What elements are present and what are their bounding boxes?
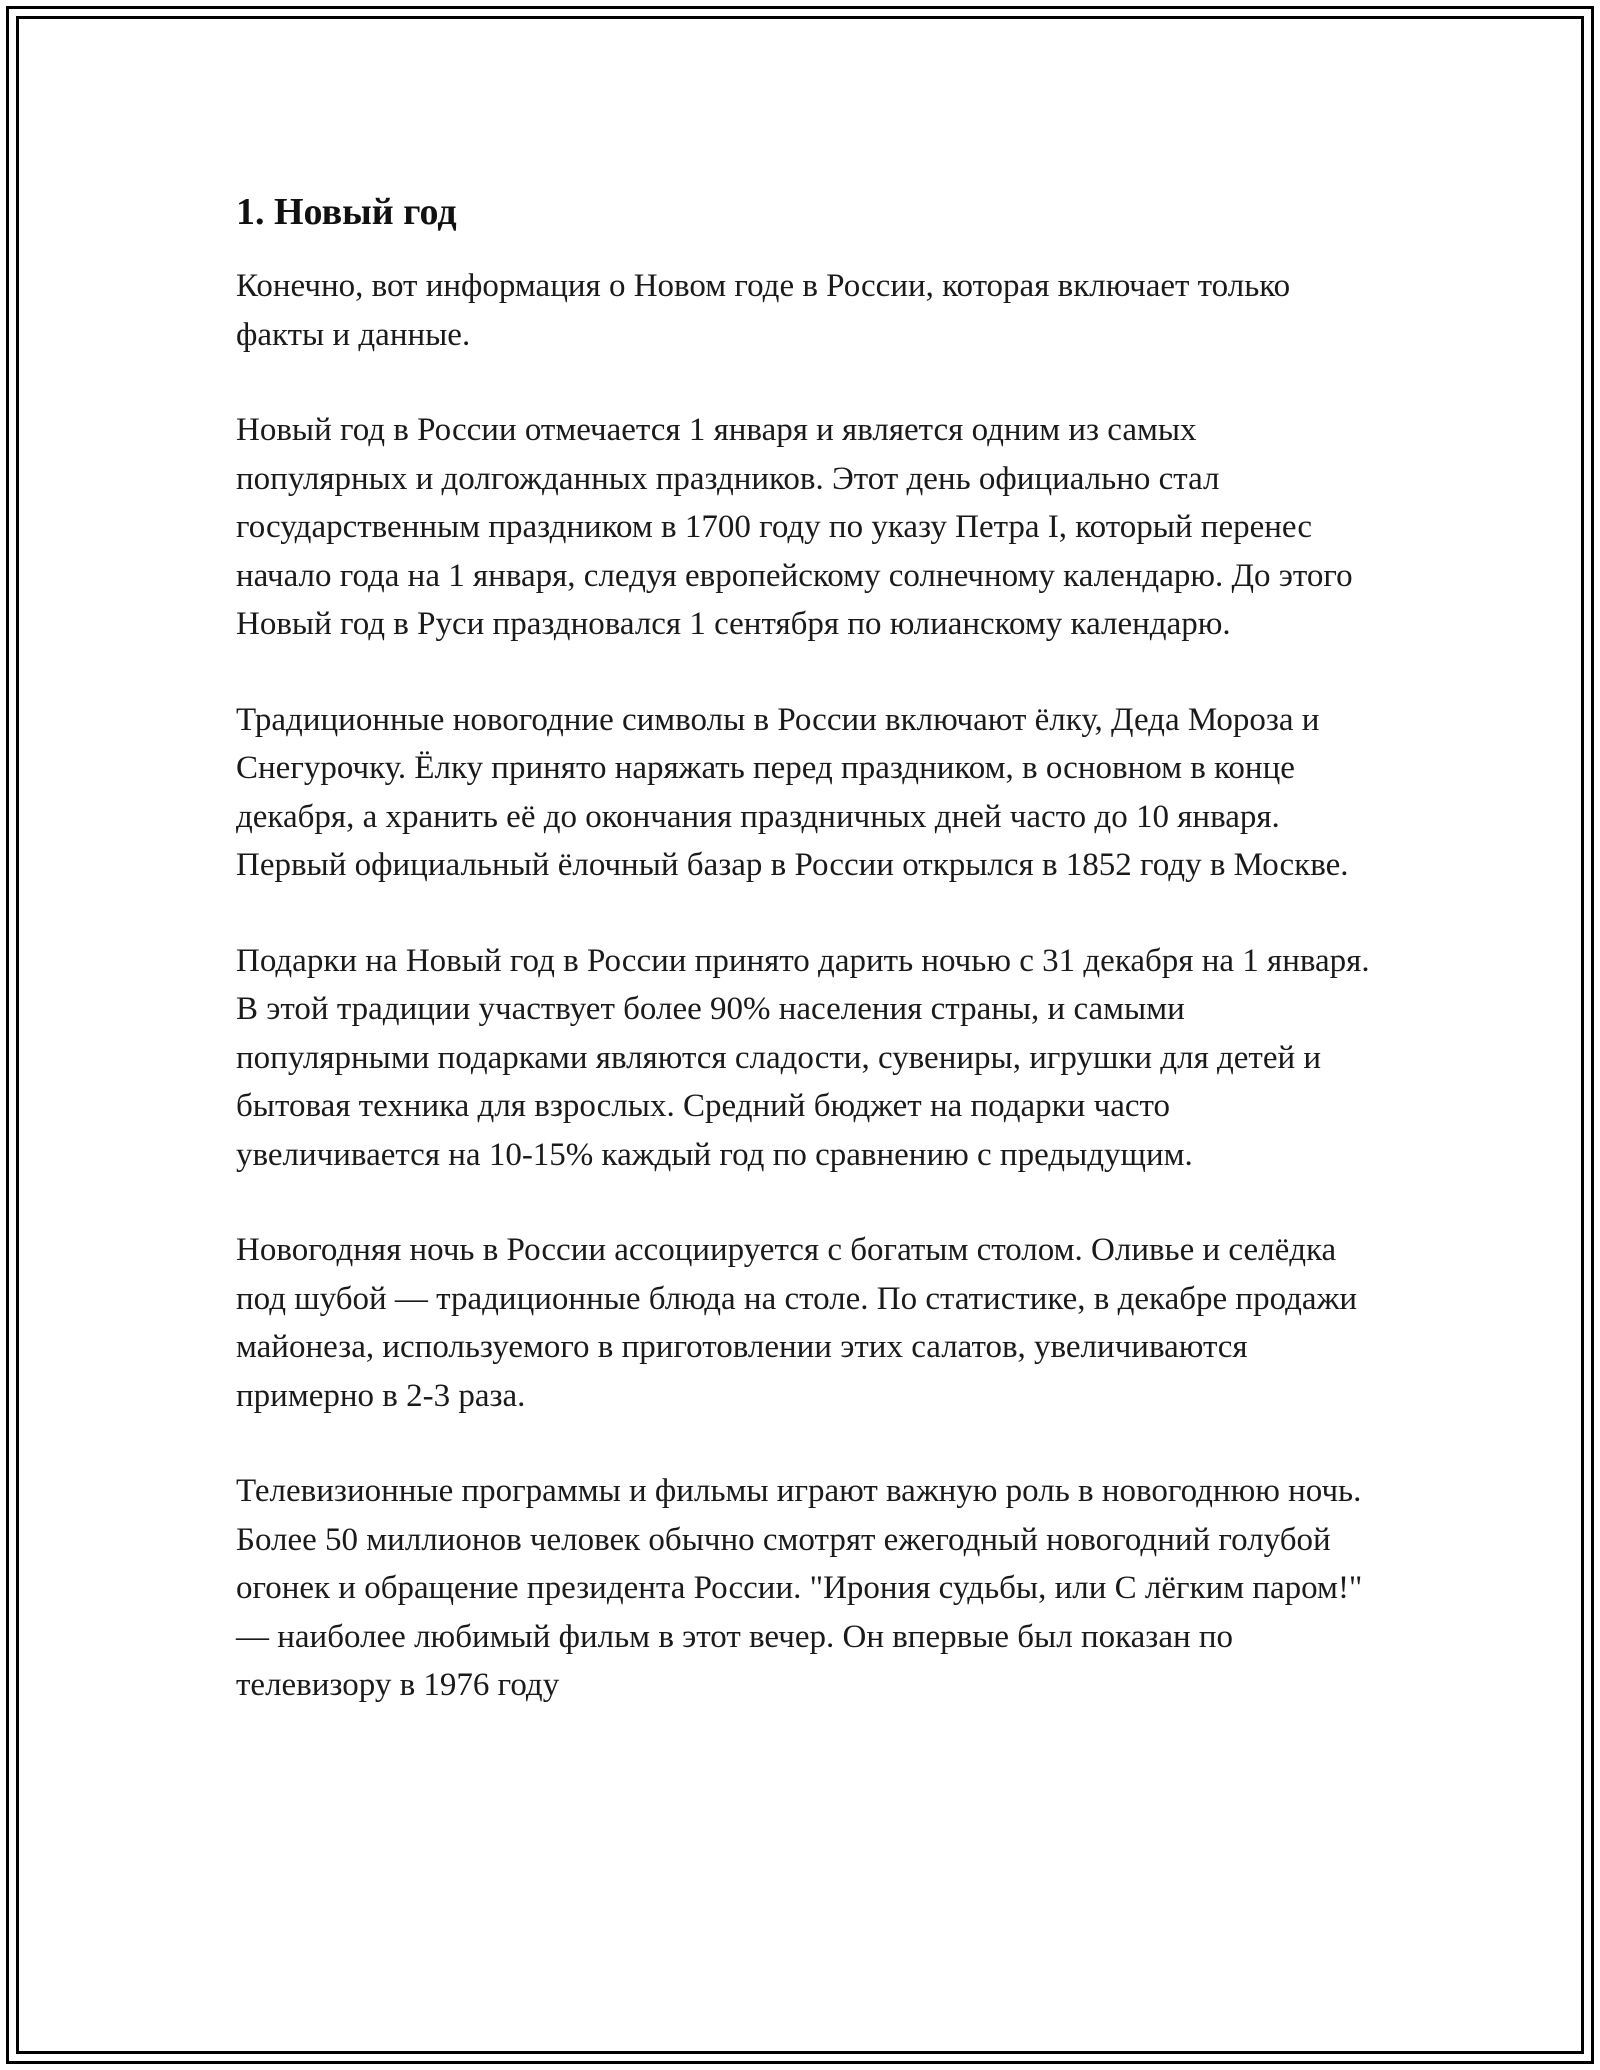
paragraph-table: Новогодняя ночь в России ассоциируется с богатым столом. Оливье и селёдка под шубой — традиционные блюда на столе. По статистике, в декабре продажи майонеза, используемого в приготовлении этих салатов, увеличиваются примерно в 2-3 раза. bbox=[236, 1232, 1358, 1414]
paragraph-gifts: Подарки на Новый год в России принято дарить ночью с 31 декабря на 1 января. В этой традиции участвует более 90% населения страны, и самыми популярными подарками являются сладости, сувениры, игрушки для детей и бытовая техника для взрослых. Средний бюджет на подарки часто увеличивается на 10-15% каждый год по сравнению с предыдущим. bbox=[236, 942, 1370, 1173]
document-title: 1. Новый год bbox=[236, 191, 457, 233]
paragraph-television: Телевизионные программы и фильмы играют важную роль в новогоднюю ночь. Более 50 миллионов человек обычно смотрят ежегодный новогодний голубой огонек и обращение президента России. "Ирония судьбы, или С лёгким паром!" — наиболее любимый фильм в этот вечер. Он впервые был показан по телевизору в 1976 году bbox=[236, 1473, 1363, 1703]
paragraph-symbols: Традиционные новогодние символы в России включают ёлку, Деда Мороза и Снегурочку. Ёлку принято наряжать перед праздником, в основном в конце декабря, а хранить её до окончания праздничных дней часто до 10 января. Первый официальный ёлочный базар в России открылся в 1852 году в Москве. bbox=[236, 701, 1349, 883]
document-body bbox=[236, 188, 1376, 1757]
paragraph-history: Новый год в России отмечается 1 января и является одним из самых популярных и долгожданных праздников. Этот день официально стал государственным праздником в 1700 году по указу Петра I, который перенес начало года на 1 января, следуя европейскому солнечному календарю. До этого Новый год в Руси праздновался 1 сентября по юлианскому календарю. bbox=[236, 412, 1353, 642]
paragraph-intro: Конечно, вот информация о Новом годе в России, которая включает только факты и данные. bbox=[236, 268, 1291, 353]
